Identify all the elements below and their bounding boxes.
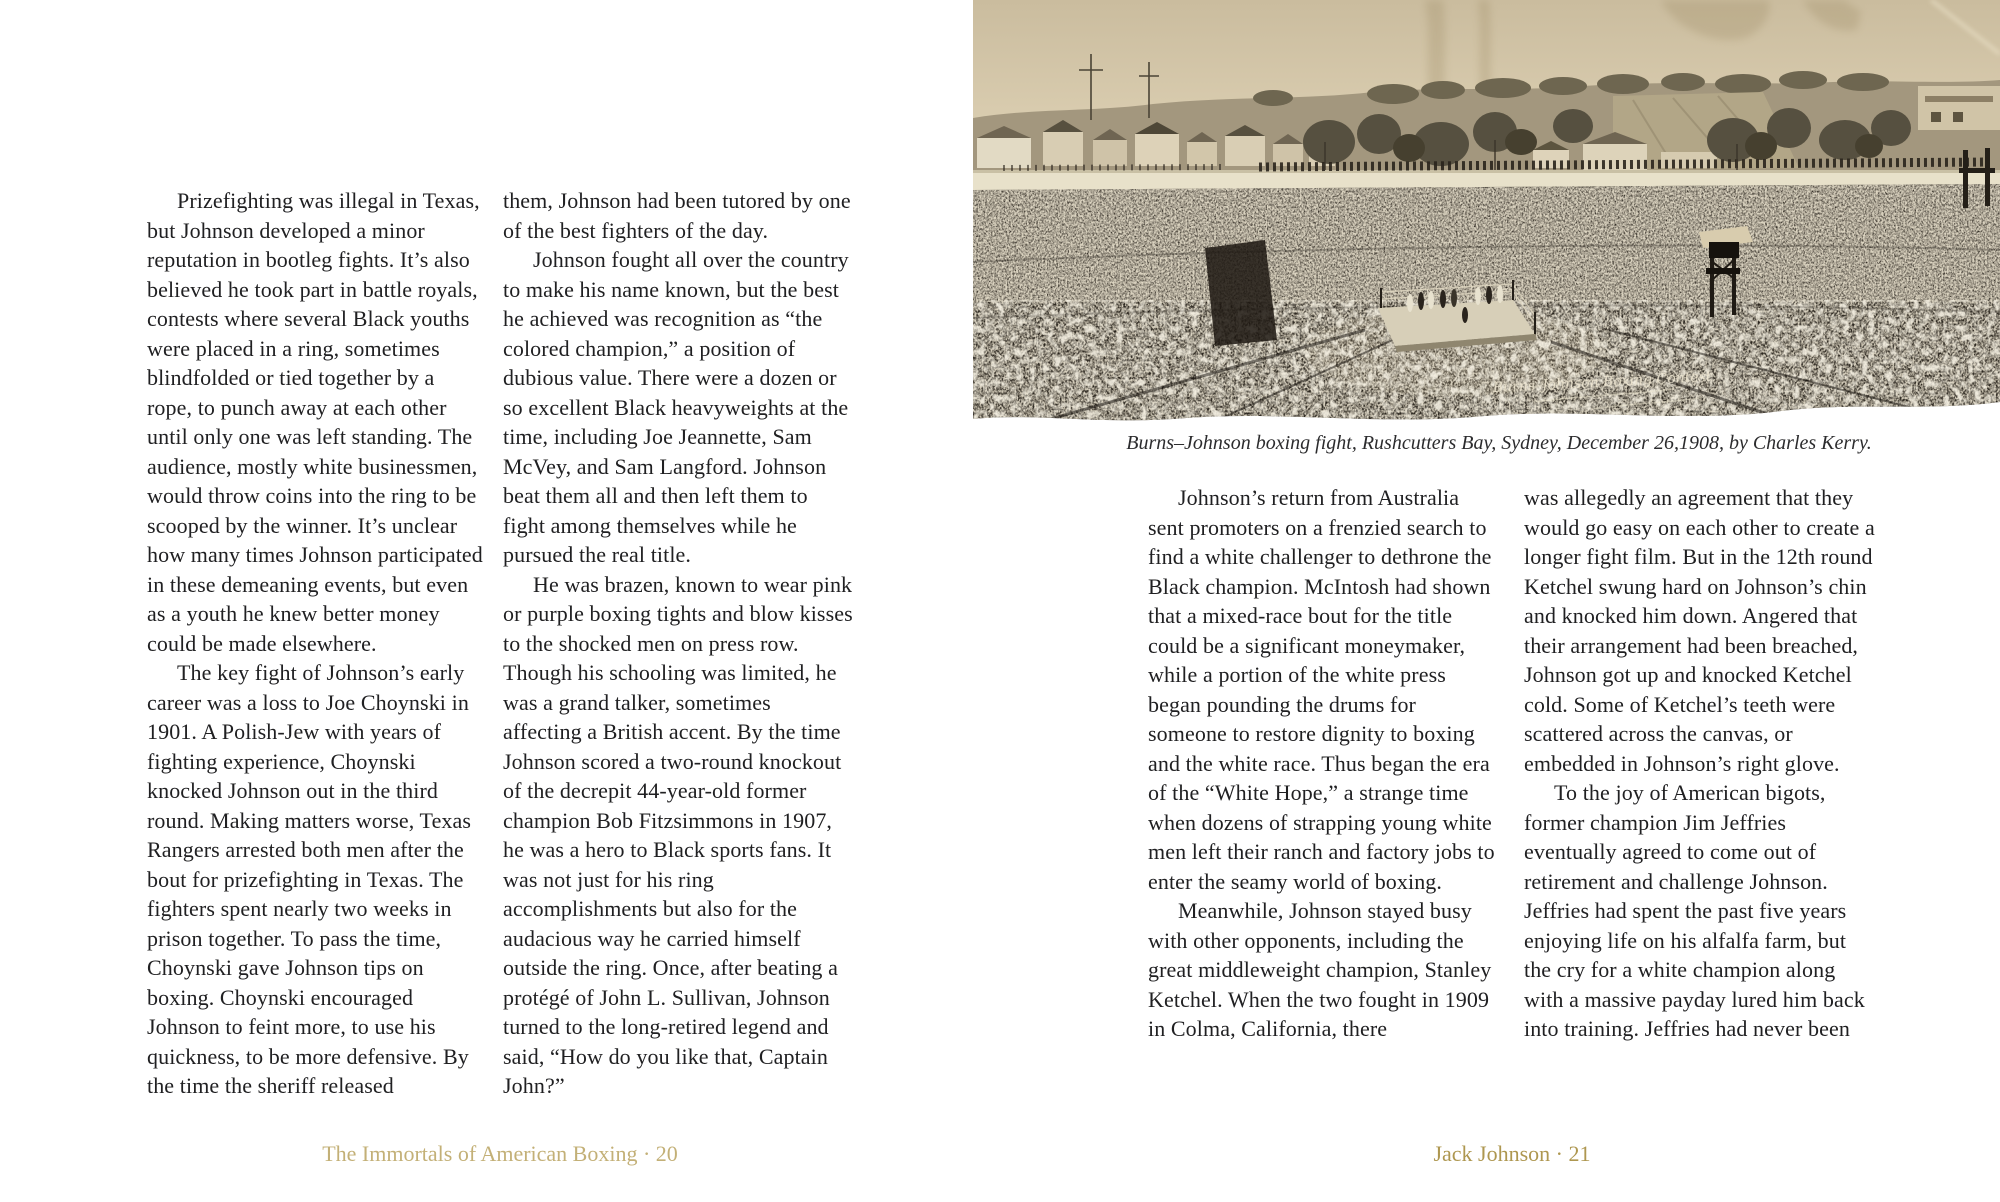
paragraph: He was brazen, known to wear pink or purple boxing tights and blow kisses to the shocked men on press row. Though his schooling was limited, he was a grand talker, sometimes affecting a British accent. By the time Johnson scored a two-round knockout of the decrepit 44-year-old former champion Bob Fitzsimmons in 1907, he was a hero to Black sports fans. It was not just for his ring accomplishments but also for the audacious way he carried himself outside the ring. Once, after beating a protégé of John L. Sullivan, Johnson turned to the long-retired legend and said, “How do you like that, Captain John?” [503, 571, 853, 1098]
paragraph: Meanwhile, Johnson stayed busy with other opponents, including the great middleweight champion, Stanley Ketchel. When the two fought in 1909 in Colma, California, there [1148, 898, 1492, 1041]
left-page-column-1 [147, 186, 483, 1101]
right-page-column-2 [1524, 483, 1878, 1044]
paragraph: them, Johnson had been tutored by one of the best fighters of the day. [503, 188, 851, 243]
right-page-folio: Jack Johnson · 21 [1433, 1141, 1591, 1166]
right-page-column-1 [1148, 483, 1500, 1044]
photo-caption: Burns–Johnson boxing fight, Rushcutters Bay, Sydney, December 26,1908, by Charles Kerry. [1126, 432, 1872, 454]
photo-inscription: Burns–Johnson Boxing Contest [1492, 368, 1712, 397]
left-page-folio: The Immortals of American Boxing · 20 [322, 1141, 678, 1166]
left-page-column-2 [503, 186, 853, 1101]
paragraph: To the joy of American bigots, former champion Jim Jeffries eventually agreed to come out of retirement and challenge Johnson. Jeffries had spent the past five years enjoying life on his alfalfa farm, but the cry for a white champion along with a massive payday lured him back into training. Jeffries had never been [1524, 780, 1865, 1041]
paragraph: Prizefighting was illegal in Texas, but Johnson developed a minor reputation in bootleg fights. It’s also believed he took part in battle royals, contests where several Black youths were placed in a ring, sometimes blindfolded or tied together by a rope, to punch away at each other until only one was left standing. The audience, mostly white businessmen, would throw coins into the ring to be scooped by the winner. It’s unclear how many times Johnson participated in these demeaning events, but even as a youth he knew better money could be made elsewhere. [147, 188, 483, 656]
paragraph: Johnson fought all over the country to make his name known, but the best he achieved was recognition as “the colored champion,” a position of dubious value. There were a dozen or so excellent Black heavyweights at the time, including Joe Jeannette, Sam McVey, and Sam Langford. Johnson beat them all and then left them to fight among themselves while he pursued the real title. [503, 247, 849, 567]
boxing-crowd-photo-art [973, 0, 2000, 424]
paragraph: Johnson’s return from Australia sent promoters on a frenzied search to find a white challenger to dethrone the Black champion. McIntosh had shown that a mixed-race bout for the title could be a significant moneymaker, while a portion of the white press began pounding the drums for someone to restore dignity to boxing and the white race. Thus began the era of the “White Hope,” a strange time when dozens of strapping young white men left their ranch and factory jobs to enter the seamy world of boxing. [1148, 485, 1495, 894]
boxing-crowd-photo [973, 0, 2000, 424]
paragraph: was allegedly an agreement that they would go easy on each other to create a longer fight film. But in the 12th round Ketchel swung hard on Johnson’s chin and knocked him down. Angered that their arrangement had been breached, Johnson got up and knocked Ketchel cold. Some of Ketchel’s teeth were scattered across the canvas, or embedded in Johnson’s right glove. [1524, 485, 1875, 776]
paragraph: The key fight of Johnson’s early career was a loss to Joe Choynski in 1901. A Polish-Jew with years of fighting experience, Choynski knocked Johnson out in the third round. Making matters worse, Texas Rangers arrested both men after the bout for prizefighting in Texas. The fighters spent nearly two weeks in prison together. To pass the time, Choynski gave Johnson tips on boxing. Choynski encouraged Johnson to feint more, to use his quickness, to be more defensive. By the time the sheriff released [147, 660, 472, 1098]
